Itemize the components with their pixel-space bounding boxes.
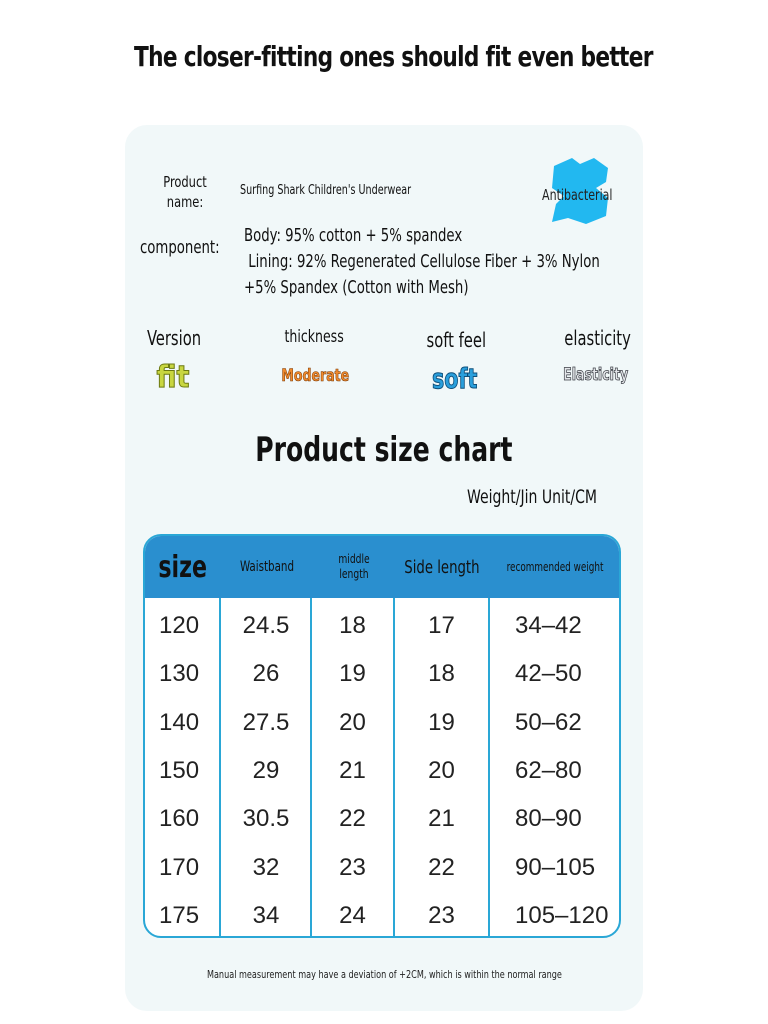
header-recommended-weight [489,536,621,598]
size-chart-units [467,486,626,508]
header-text: size [158,549,208,585]
measurement-footnote [0,968,768,981]
attr-heading-thickness [272,327,356,347]
product-name-label [150,172,220,212]
component-line: +5% Spandex (Cotton with Mesh) [244,277,469,298]
cell-recommended-weight: 50–62 [515,708,582,736]
cell-recommended-weight: 105–120 [515,901,609,929]
table-row [145,892,619,938]
cell-side-length: 23 [428,901,455,929]
badge-label: Antibacterial [542,186,613,204]
cell-waistband: 24.5 [242,612,290,639]
cell-side-length: 18 [428,660,455,688]
header-text: Waistband [239,559,295,575]
product-name-label-line1: Product [163,173,207,191]
attr-heading-elasticity [556,326,640,350]
product-name-text: Surfing Shark Children's Underwear [240,183,412,198]
component-description [244,223,678,301]
component-label [140,237,237,258]
table-row [145,844,619,892]
size-chart-title [0,430,768,470]
footnote-text: Manual measurement may have a deviation of +2CM, which is within the normal range [206,968,562,981]
cell-recommended-weight: 90–105 [515,853,596,881]
cell-size: 150 [159,756,200,784]
product-name-value [240,183,449,198]
cell-side-length: 17 [428,612,455,639]
cell-size: 130 [159,660,200,688]
cell-middle-length: 22 [339,805,366,833]
cell-waistband: 26 [252,660,280,688]
cell-size: 120 [159,612,200,639]
header-size [145,536,221,598]
table-row [145,747,619,795]
component-line: Lining: 92% Regenerated Cellulose Fiber + 3% Nylon [244,251,600,272]
cell-size: 175 [159,901,200,929]
header-text: recommended weight [506,560,604,574]
table-row [145,699,619,747]
cell-recommended-weight: 80–90 [515,805,582,833]
cell-middle-length: 19 [339,660,366,688]
cell-recommended-weight: 62–80 [515,756,582,784]
cell-middle-length: 18 [339,612,366,639]
cell-middle-length: 24 [339,901,366,929]
cell-waistband: 30.5 [242,805,290,833]
attr-value-moderate [270,366,360,386]
header-middle-length [313,536,395,598]
attr-heading-text: soft feel [426,328,486,352]
attr-value-soft [420,362,490,395]
size-chart-units-text: Weight/Jin Unit/CM [467,486,597,508]
headline: The closer-fitting ones should fit even better [134,40,653,73]
component-label-text: component: [140,237,220,258]
cell-side-length: 21 [428,805,455,833]
cell-recommended-weight: 34–42 [515,612,582,639]
header-waistband [221,536,313,598]
cell-side-length: 20 [428,756,455,784]
cell-size: 140 [159,708,200,736]
attr-value-fit [148,360,198,395]
size-chart-title-text: Product size chart [255,430,513,470]
attr-value-text: Moderate [281,366,349,386]
cell-middle-length: 23 [339,853,366,881]
cell-middle-length: 20 [339,708,366,736]
header-text: Side length [404,556,480,578]
antibacterial-badge-text [542,186,628,204]
cell-side-length: 22 [428,853,455,881]
size-chart-header-row [145,536,619,598]
component-line: Body: 95% cotton + 5% spandex [244,225,463,246]
cell-size: 160 [159,805,200,833]
attr-heading-version [132,326,216,350]
cell-size: 170 [159,853,200,881]
attr-value-elasticity [556,365,636,385]
header-text: middle length [338,552,370,581]
cell-middle-length: 21 [339,756,366,784]
attr-heading-text: Version [146,326,202,350]
attr-value-text: Elasticity [563,365,629,385]
attr-value-text: soft [432,362,478,395]
product-name-label-line2: name: [166,193,204,211]
size-chart-table [143,534,621,938]
header-side-length [395,536,489,598]
attr-heading-text: elasticity [564,326,632,350]
attr-heading-soft-feel [410,328,502,352]
table-row [145,795,619,843]
cell-waistband: 34 [252,901,280,929]
cell-recommended-weight: 42–50 [515,660,582,688]
cell-waistband: 27.5 [242,708,290,736]
cell-waistband: 32 [252,853,280,881]
cell-waistband: 29 [252,756,280,784]
table-row [145,602,619,650]
attr-value-text: fit [156,360,190,395]
cell-side-length: 19 [428,708,455,736]
table-row [145,650,619,698]
attr-heading-text: thickness [284,327,344,347]
